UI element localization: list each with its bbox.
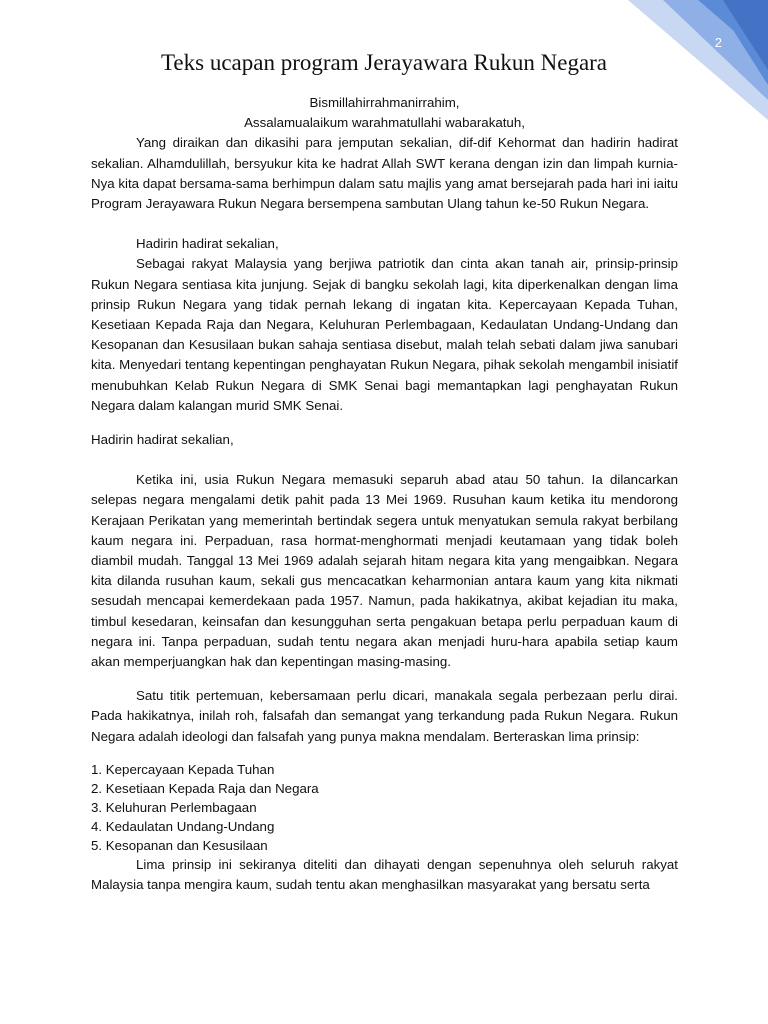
salutation-second: Hadirin hadirat sekalian, xyxy=(91,432,234,448)
greeting-bismillah: Bismillahirrahmanirrahim, xyxy=(309,95,460,110)
principles-list xyxy=(91,760,678,855)
principle-item: 1. Kepercayaan Kepada Tuhan xyxy=(91,761,275,777)
principle-item: 5. Kesopanan dan Kesusilaan xyxy=(91,837,268,853)
paragraph-history: Ketika ini, usia Rukun Negara memasuki separuh abad atau 50 tahun. Ia dilancarkan selepas negara mengalami detik pahit pada 13 Mei 1969. Rusuhan kaum ketika itu mendorong Kerajaan Perikatan yang memerintah bertindak segera untuk menyatukan semula rakyat berbilang kaum negara ini. Perpaduan, rasa hormat-menghormati menjadi keutamaan yang tidak boleh diambil mudah. Tanggal 13 Mei 1969 adalah sejarah hitam negara kita yang mengaibkan. Negara kita dilanda rusuhan kaum, sekali gus mencacatkan keharmonian antara kaum yang kita nikmati sesudah mencapai kemerdekaan pada 1957. Namun, pada hakikatnya, akibat kejadian itu maka, timbul kesedaran, keinsafan dan kesungguhan serta pengakuan betapa perlu perpaduan kaum di negara ini. Tanpa perpaduan, sudah tentu negara akan menjadi huru-hara apabila setiap kaum akan memperjuangkan hak dan kepentingan masing-masing. xyxy=(91,472,678,670)
principle-item: 2. Kesetiaan Kepada Raja dan Negara xyxy=(91,780,319,796)
paragraph-ideology: Satu titik pertemuan, kebersamaan perlu dicari, manakala segala perbezaan perlu dirai. Pada hakikatnya, inilah roh, falsafah dan semangat yang terkandung pada Rukun Negara. Rukun Negara adalah ideologi dan falsafah yang punya makna mendalam. Berteraskan lima prinsip: xyxy=(91,688,678,744)
paragraph-closing: Lima prinsip ini sekiranya diteliti dan dihayati dengan sepenuhnya oleh seluruh rakyat Malaysia tanpa mengira kaum, sudah tentu akan menghasilkan masyarakat yang bersatu serta xyxy=(91,856,678,893)
principle-item: 3. Keluhuran Perlembagaan xyxy=(91,799,257,815)
document-title: Teks ucapan program Jerayawara Rukun Negara xyxy=(160,50,608,75)
page-number: 2 xyxy=(714,35,722,50)
paragraph-patriotic: Sebagai rakyat Malaysia yang berjiwa patriotik dan cinta akan tanah air, prinsip-prinsip Rukun Negara sentiasa kita junjung. Sejak di bangku sekolah lagi, kita diperkenalkan dengan lima prinsip Rukun Negara yang tidak pernah lekang di ingatan kita. Kepercayaan Kepada Tuhan, Kesetiaan Kepada Raja dan Negara, Keluhuran Perlembagaan, Kedaulatan Undang-Undang dan Kesopanan dan Kesusilaan bukan sahaja sentiasa disebut, malah telah sebati dalam jiwa sanubari kita. Menyedari tentang kepentingan penghayatan Rukun Negara, pihak sekolah mengambil inisiatif menubuhkan Kelab Rukun Negara di SMK Senai bagi memantapkan lagi penghayatan Rukun Negara dalam kalangan murid SMK Senai. xyxy=(91,256,678,413)
salutation-first: Hadirin hadirat sekalian, xyxy=(136,236,279,252)
paragraph-opening: Yang diraikan dan dikasihi para jemputan sekalian, dif-dif Kehormat dan hadirin hadirat sekalian. Alhamdulillah, bersyukur kita ke hadrat Allah SWT kerana dengan izin dan limpah kurnia-Nya kita dapat bersama-sama berhimpun dalam satu majlis yang amat bersejarah pada hari ini iaitu Program Jerayawara Rukun Negara bersempena sambutan Ulang tahun ke-50 Rukun Negara. xyxy=(91,135,678,212)
greeting-salam: Assalamualaikum warahmatullahi wabarakatuh, xyxy=(244,115,525,131)
principle-item: 4. Kedaulatan Undang-Undang xyxy=(91,818,275,834)
document-body xyxy=(91,93,678,895)
